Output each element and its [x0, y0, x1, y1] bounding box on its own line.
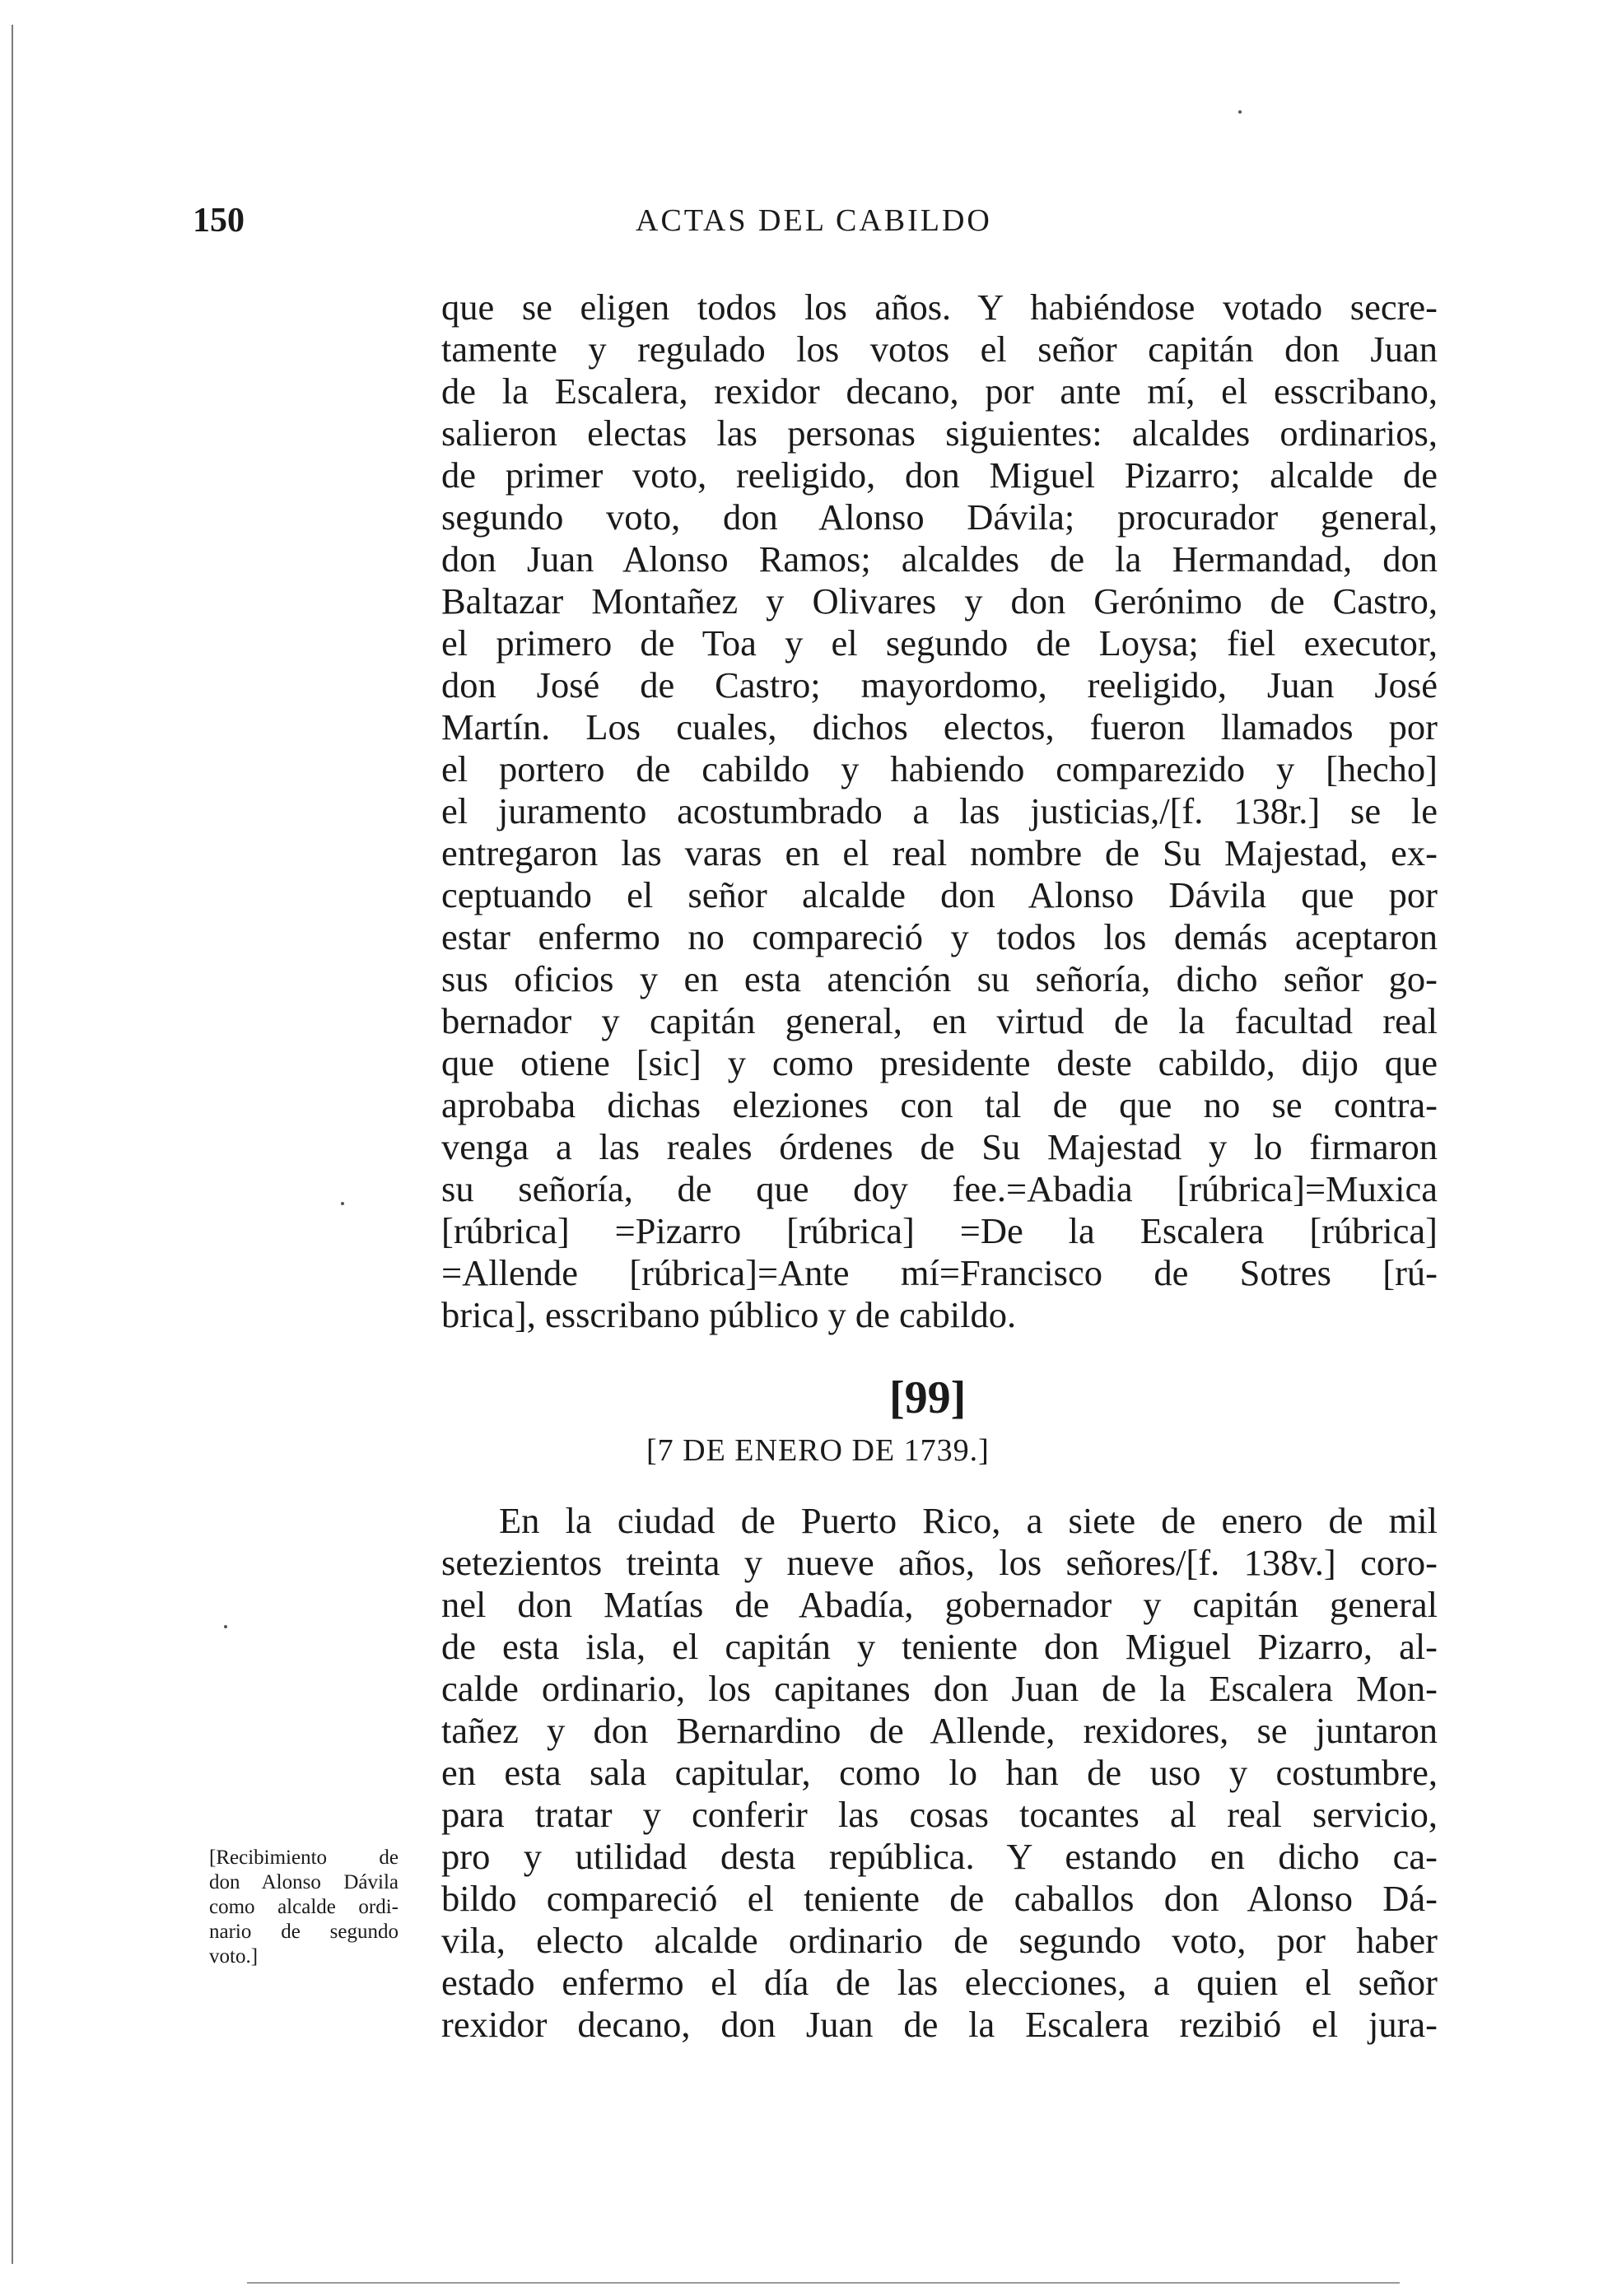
text-line: En la ciudad de Puerto Rico, a siete de enero de mil — [499, 1500, 1438, 1541]
margin-note-line: nario de segundo — [209, 1921, 399, 1943]
text-line: =Allende [rúbrica]=Ante mí=Francisco de Sotres [rú- — [441, 1252, 1438, 1293]
page-number: 150 — [193, 202, 245, 240]
text-line: calde ordinario, los capitanes don Juan de la Escalera Mon- — [441, 1668, 1438, 1709]
text-line: entregaron las varas en el real nombre de Su Majestad, ex- — [441, 832, 1438, 873]
page-bottom-line — [247, 2282, 1400, 2284]
text-line: el juramento acostumbrado a las justicias,/[f. 138r.] se le — [441, 790, 1438, 831]
running-title: ACTAS DEL CABILDO — [636, 203, 992, 238]
text-line: el primero de Toa y el segundo de Loysa; fiel executor, — [441, 622, 1438, 664]
page-edge-line — [12, 25, 13, 2264]
text-line: de primer voto, reeligido, don Miguel Pizarro; alcalde de — [441, 454, 1438, 496]
text-line: brica], esscribano público y de cabildo. — [441, 1294, 1017, 1335]
text-line: que se eligen todos los años. Y habiéndose votado secre- — [441, 286, 1438, 328]
text-line: que otiene [sic] y como presidente deste cabildo, dijo que — [441, 1042, 1438, 1083]
text-line: su señoría, de que doy fee.=Abadia [rúbrica]=Muxica — [441, 1168, 1438, 1209]
text-line: setezientos treinta y nueve años, los señores/[f. 138v.] coro- — [441, 1542, 1438, 1583]
text-line: Baltazar Montañez y Olivares y don Gerónimo de Castro, — [441, 580, 1438, 622]
act-99-text — [441, 1500, 1438, 2046]
scan-speck — [1238, 110, 1242, 114]
text-line: venga a las reales órdenes de Su Majestad y lo firmaron — [441, 1126, 1438, 1167]
text-line: Martín. Los cuales, dichos electos, fueron llamados por — [441, 706, 1438, 747]
text-line: segundo voto, don Alonso Dávila; procurador general, — [441, 496, 1438, 538]
text-line: para tratar y conferir las cosas tocantes al real servicio, — [441, 1794, 1438, 1835]
text-line: don Juan Alonso Ramos; alcaldes de la Hermandad, don — [441, 538, 1438, 580]
text-line: bildo compareció el teniente de caballos don Alonso Dá- — [441, 1878, 1438, 1919]
margin-note — [209, 1846, 399, 1969]
text-line: pro y utilidad desta república. Y estando en dicho ca- — [441, 1836, 1438, 1877]
text-line: [rúbrica] =Pizarro [rúbrica] =De la Escalera [rúbrica] — [441, 1210, 1438, 1251]
text-line: el portero de cabildo y habiendo comparezido y [hecho] — [441, 748, 1438, 789]
text-line: bernador y capitán general, en virtud de la facultad real — [441, 1000, 1438, 1041]
text-line: nel don Matías de Abadía, gobernador y capitán general — [441, 1584, 1438, 1625]
text-line: estar enfermo no compareció y todos los demás aceptaron — [441, 916, 1438, 957]
margin-note-line: como alcalde ordi- — [209, 1896, 399, 1918]
margin-note-line: [Recibimiento de — [209, 1847, 399, 1869]
text-line: de la Escalera, rexidor decano, por ante mí, el esscribano, — [441, 370, 1438, 412]
scan-speck — [224, 1625, 227, 1628]
text-line: sus oficios y en esta atención su señoría, dicho señor go- — [441, 958, 1438, 999]
text-line: en esta sala capitular, como lo han de uso y costumbre, — [441, 1752, 1438, 1793]
text-line: estado enfermo el día de las elecciones, a quien el señor — [441, 1962, 1438, 2003]
text-line: tañez y don Bernardino de Allende, rexidores, se juntaron — [441, 1710, 1438, 1751]
text-line: de esta isla, el capitán y teniente don Miguel Pizarro, al- — [441, 1626, 1438, 1667]
entry-date: [7 DE ENERO DE 1739.] — [646, 1433, 990, 1468]
text-line: rexidor decano, don Juan de la Escalera rezibió el jura- — [441, 2004, 1438, 2045]
scan-speck — [341, 1202, 344, 1205]
act-text-continued — [441, 286, 1438, 1336]
text-line: aprobaba dichas eleziones con tal de que no se contra- — [441, 1084, 1438, 1125]
text-line: tamente y regulado los votos el señor capitán don Juan — [441, 328, 1438, 370]
text-line: don José de Castro; mayordomo, reeligido, Juan José — [441, 664, 1438, 706]
margin-note-line: don Alonso Dávila — [209, 1871, 399, 1893]
entry-number: [99] — [889, 1372, 967, 1423]
text-line: vila, electo alcalde ordinario de segundo voto, por haber — [441, 1920, 1438, 1961]
text-line: ceptuando el señor alcalde don Alonso Dávila que por — [441, 874, 1438, 915]
margin-note-line: voto.] — [209, 1945, 259, 1968]
text-line: salieron electas las personas siguientes: alcaldes ordinarios, — [441, 412, 1438, 454]
